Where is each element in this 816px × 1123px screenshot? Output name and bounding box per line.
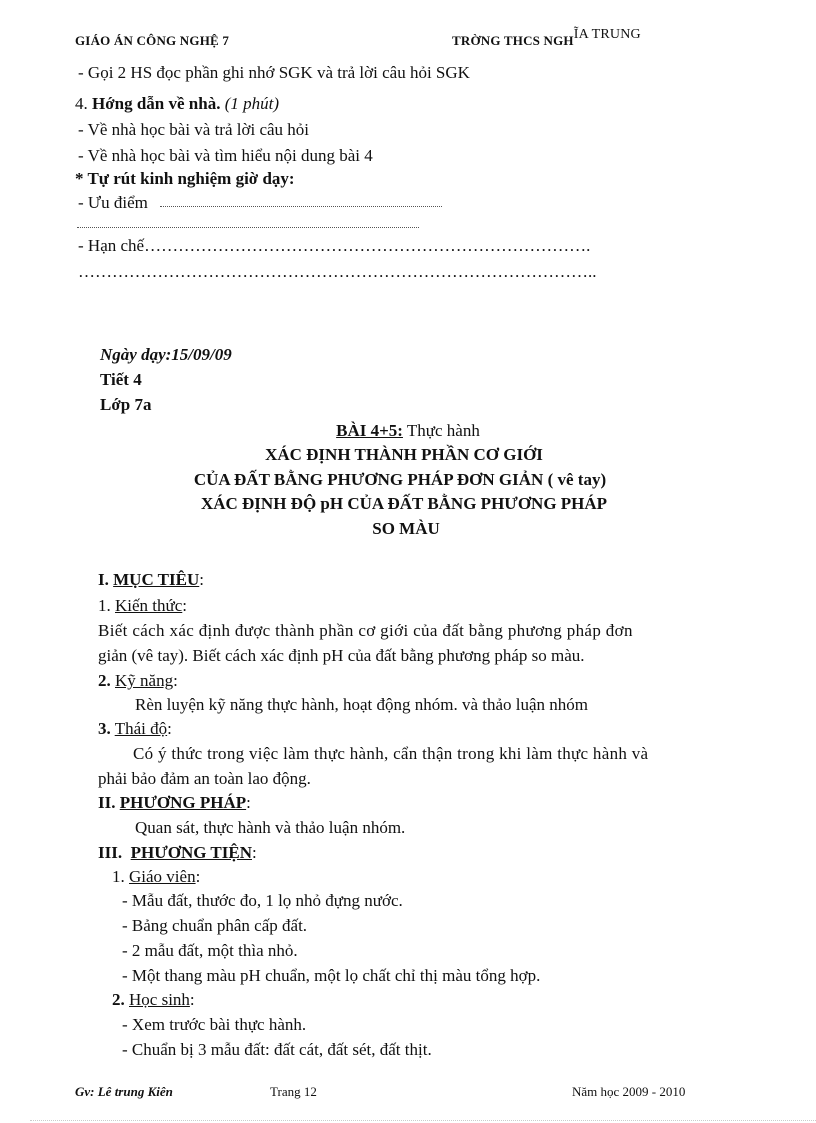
teacher-item: - Mẫu đất, thước đo, 1 lọ nhỏ đựng nước. [122, 891, 403, 910]
teacher-item: - Bảng chuẩn phân cấp đất. [122, 916, 308, 935]
advantages-dots-2 [77, 227, 419, 228]
section-2-number: II. [98, 793, 116, 812]
attitude-number: 3. [98, 719, 111, 738]
attitude-colon: : [167, 719, 172, 738]
lesson-label-line [0, 421, 816, 441]
lesson-title-4: SO MÀU [372, 519, 440, 538]
knowledge-text-2: giản (vê tay). Biết cách xác định pH của đất bằng phương pháp so màu. [98, 646, 585, 665]
lesson-type: Thực hành [402, 421, 480, 440]
student-heading [112, 990, 195, 1010]
limitations-line: - Hạn chế……………………………………………………………………. [78, 236, 591, 255]
homework-time: (1 phút) [224, 94, 280, 113]
advantages-label: - Ưu điểm [78, 193, 148, 212]
student-number: 2. [112, 990, 125, 1009]
teacher-title: Giáo viên [129, 867, 196, 886]
lesson-title-2 [0, 470, 808, 490]
section-3-title: PHƯƠNG TIỆN [130, 843, 252, 862]
section-1-title: MỤC TIÊU [113, 570, 200, 589]
advantages-dots [160, 206, 442, 207]
period: Tiết 4 [100, 370, 142, 389]
footer-teacher: Gv: Lê trung Kiên [75, 1084, 173, 1099]
knowledge-number: 1. [98, 596, 111, 615]
header-right [452, 27, 641, 50]
homework-heading [75, 94, 279, 114]
skills-colon: : [173, 671, 178, 690]
student-item: - Chuẩn bị 3 mẫu đất: đất cát, đất sét, đất thịt. [122, 1040, 432, 1059]
knowledge-title: Kiến thức [115, 596, 183, 615]
section-2-colon: : [246, 793, 251, 812]
homework-title: Hớng dẫn về nhà. [92, 94, 221, 113]
teacher-heading [112, 867, 200, 887]
skills-text: Rèn luyện kỹ năng thực hành, hoạt động nhóm. và thảo luận nhóm [135, 695, 589, 714]
lesson-title-1: XÁC ĐỊNH THÀNH PHẦN CƠ GIỚI [265, 445, 543, 464]
homework-line-2: - Về nhà học bài và tìm hiểu nội dung bài 4 [78, 146, 373, 165]
section-3-colon: : [251, 843, 257, 862]
skills-number: 2. [98, 671, 111, 690]
header-left: GIÁO ÁN CÔNG NGHỆ 7 [75, 33, 230, 48]
footer-border [30, 1120, 816, 1121]
class: Lớp 7a [100, 395, 152, 414]
header-right-main: TRỜNG THCS NGH [452, 33, 574, 48]
lesson-number: BÀI 4+5: [336, 421, 403, 440]
section-3-heading [98, 843, 257, 863]
student-title: Học sinh [129, 990, 190, 1009]
footer-page: Trang 12 [270, 1084, 317, 1099]
dots-line: ……………………………………………………………………………….. [78, 262, 597, 281]
footer-year: Năm học 2009 - 2010 [572, 1084, 686, 1099]
header-right-sup: ĨA TRUNG [573, 27, 641, 42]
section-3-number: III. [98, 843, 123, 862]
knowledge-text-1: Biết cách xác định được thành phần cơ giới của đất bằng phương pháp đơn [98, 621, 633, 640]
student-item: - Xem trước bài thực hành. [122, 1015, 307, 1034]
teacher-item: - Một thang màu pH chuẩn, một lọ chất chỉ thị màu tổng hợp. [122, 966, 541, 985]
section-2-heading [98, 793, 251, 813]
knowledge-heading [98, 596, 187, 616]
method-text: Quan sát, thực hành và thảo luận nhóm. [135, 818, 406, 837]
homework-line-1: - Về nhà học bài và trả lời câu hỏi [78, 120, 310, 139]
lesson-title-3: XÁC ĐỊNH ĐỘ pH CỦA ĐẤT BẰNG PHƯƠNG PHÁP [200, 494, 608, 513]
section-1-number: I. [98, 570, 109, 589]
attitude-heading [98, 719, 172, 739]
knowledge-colon: : [182, 596, 188, 615]
skills-title: Kỹ năng [115, 671, 174, 690]
teacher-item: - 2 mẫu đất, một thìa nhỏ. [122, 941, 298, 960]
attitude-text-1: Có ý thức trong việc làm thực hành, cẩn thận trong khi làm thực hành và [133, 744, 649, 763]
teacher-number: 1. [112, 867, 125, 886]
attitude-title: Thái độ [114, 719, 168, 738]
read-summary-line: - Gọi 2 HS đọc phần ghi nhớ SGK và trả lời câu hỏi SGK [78, 63, 470, 82]
section-1-colon: : [199, 570, 204, 589]
section-2-title: PHƯƠNG PHÁP [119, 793, 247, 812]
section-1-heading [98, 570, 204, 590]
student-colon: : [189, 990, 195, 1009]
skills-heading [98, 671, 178, 691]
experience-heading: * Tự rút kinh nghiệm giờ dạy: [75, 169, 295, 188]
lesson-title-2-text: CỦA ĐẤT BẰNG PHƯƠNG PHÁP ĐƠN GIẢN ( vê tay) [193, 470, 607, 489]
teacher-colon: : [195, 867, 201, 886]
homework-number: 4. [75, 94, 88, 113]
attitude-text-2: phải bảo đảm an toàn lao động. [98, 769, 311, 788]
teaching-date: Ngày dạy:15/09/09 [100, 345, 232, 364]
